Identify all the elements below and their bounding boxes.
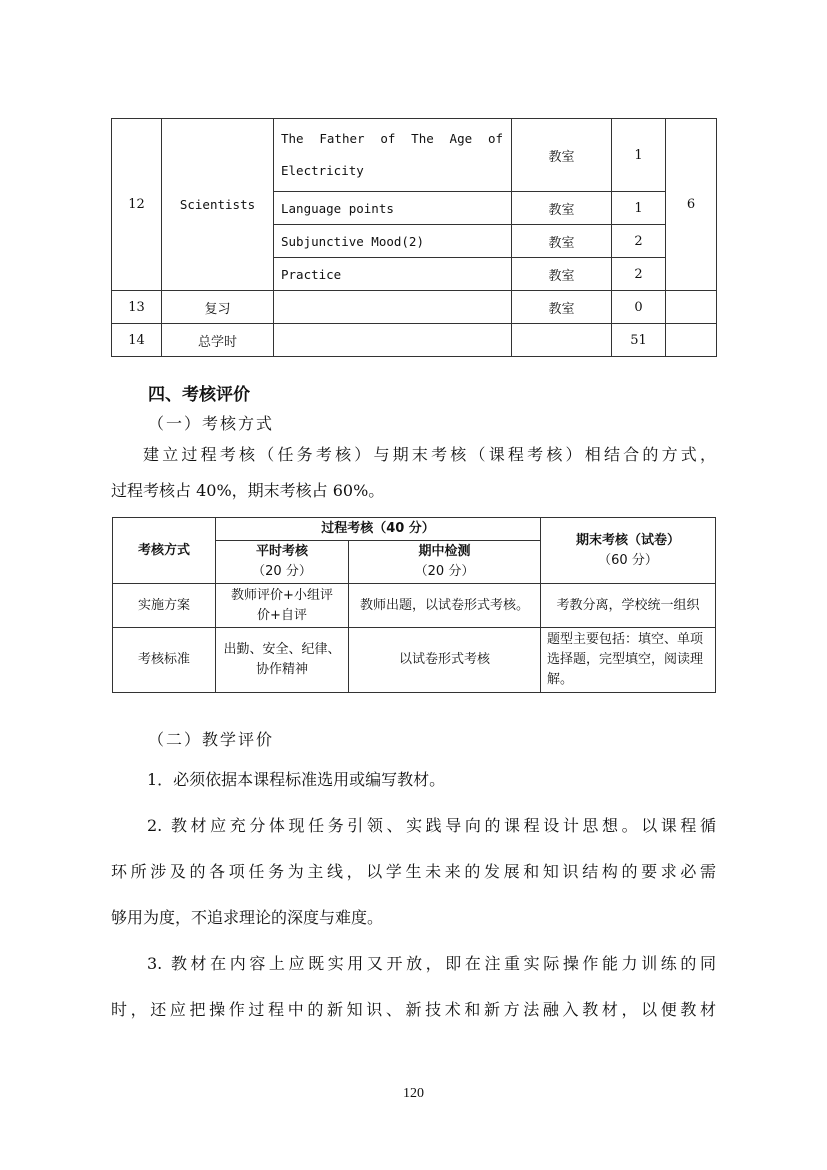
paragraph-line: 环所涉及的各项任务为主线，以学生未来的发展和知识结构的要求必需 — [111, 862, 716, 881]
total-hours-cell — [666, 291, 717, 324]
place-cell: 教室 — [512, 225, 612, 258]
header-final — [541, 518, 716, 584]
paragraph-line: 建立过程考核（任务考核）与期末考核（课程考核）相结合的方式， — [143, 445, 716, 464]
table-row — [113, 628, 716, 693]
place-cell: 教室 — [512, 258, 612, 291]
cell-line: 出勤、安全、纪律、 — [223, 642, 341, 657]
table-row — [112, 119, 717, 192]
regular-score: （20 分） — [252, 564, 312, 579]
item-paragraph — [111, 762, 716, 798]
cell-line: 协作精神 — [255, 662, 308, 677]
cell-line: 教师评价+小组评 — [231, 587, 333, 603]
topic-cell: Practice — [274, 258, 512, 291]
place-cell: 教室 — [512, 291, 612, 324]
topic-cell — [274, 324, 512, 357]
place-cell — [512, 324, 612, 357]
table-row — [112, 291, 717, 324]
item-paragraph — [111, 808, 716, 936]
regular-cell — [216, 628, 349, 693]
paragraph-line: 时，还应把操作过程中的新知识、新技术和新方法融入教材，以便教材 — [111, 1000, 716, 1019]
hours-cell: 2 — [612, 258, 666, 291]
assessment-table — [112, 517, 716, 693]
intro-paragraph — [111, 437, 716, 509]
row-number: 12 — [112, 119, 162, 291]
total-hours-cell: 6 — [666, 119, 717, 291]
header-regular — [216, 541, 349, 584]
regular-cell — [216, 584, 349, 628]
section-heading: 四、考核评价 — [148, 385, 250, 405]
midterm-title: 期中检测 — [418, 544, 471, 559]
table-row — [113, 518, 716, 541]
midterm-cell: 教师出题，以试卷形式考核。 — [349, 584, 541, 628]
place-cell: 教室 — [512, 119, 612, 192]
hours-cell: 51 — [612, 324, 666, 357]
header-midterm — [349, 541, 541, 584]
total-hours-cell — [666, 324, 717, 357]
unit-name: Scientists — [162, 119, 274, 291]
row-label: 实施方案 — [113, 584, 216, 628]
hours-cell: 1 — [612, 119, 666, 192]
paragraph-line: 过程考核占 40%，期末考核占 60%。 — [111, 481, 385, 500]
final-cell: 考教分离，学校统一组织 — [541, 584, 716, 628]
paragraph-line: 3. 教材在内容上应既实用又开放，即在注重实际操作能力训练的同 — [147, 954, 716, 973]
regular-title: 平时考核 — [255, 544, 308, 559]
subsection-heading: （二）教学评价 — [148, 730, 275, 749]
final-title: 期末考核（试卷） — [575, 532, 680, 548]
table-row — [112, 324, 717, 357]
header-process: 过程考核（40 分） — [216, 518, 541, 541]
paragraph-line: 1．必须依据本课程标准选用或编写教材。 — [147, 770, 446, 789]
hours-cell: 2 — [612, 225, 666, 258]
topic-cell — [274, 291, 512, 324]
topic-cell: Language points — [274, 192, 512, 225]
hours-cell: 0 — [612, 291, 666, 324]
hours-cell: 1 — [612, 192, 666, 225]
topic-cell: Subjunctive Mood(2) — [274, 225, 512, 258]
midterm-cell: 以试卷形式考核 — [349, 628, 541, 693]
midterm-score: （20 分） — [414, 564, 475, 579]
final-cell: 题型主要包括：填空、单项选择题，完型填空，阅读理解。 — [541, 628, 716, 693]
final-score: （60 分） — [598, 552, 658, 568]
paragraph-line: 2. 教材应充分体现任务引领、实践导向的课程设计思想。以课程循 — [147, 816, 716, 835]
place-cell: 教室 — [512, 192, 612, 225]
row-number: 13 — [112, 291, 162, 324]
table-row — [113, 584, 716, 628]
header-method: 考核方式 — [113, 518, 216, 584]
paragraph-line: 够用为度，不追求理论的深度与难度。 — [111, 908, 384, 927]
topic-cell: The Father of The Age of Electricity — [274, 119, 512, 192]
unit-name: 复习 — [162, 291, 274, 324]
unit-name: 总学时 — [162, 324, 274, 357]
schedule-table — [111, 118, 717, 357]
row-label: 考核标准 — [113, 628, 216, 693]
item-paragraph — [111, 946, 716, 1028]
subsection-heading: （一）考核方式 — [148, 414, 275, 433]
cell-line: 价+自评 — [257, 607, 307, 623]
page-number: 120 — [403, 1086, 424, 1101]
row-number: 14 — [112, 324, 162, 357]
